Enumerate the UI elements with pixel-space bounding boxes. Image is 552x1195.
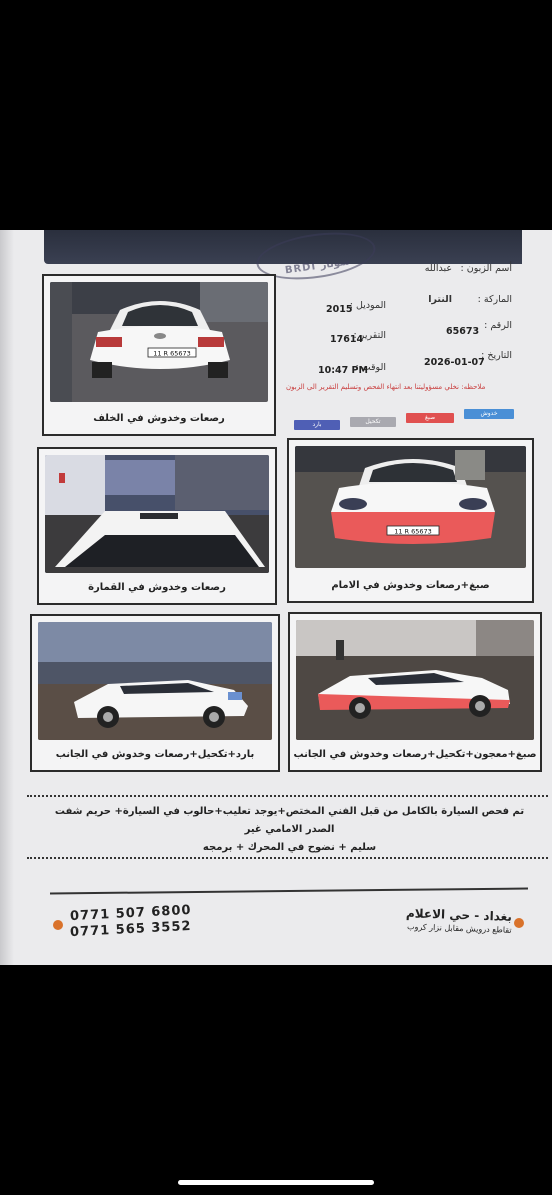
photo-box-side-left	[30, 614, 280, 772]
phone-number-2[interactable]: 0771 565 3552	[69, 918, 192, 941]
date-value: 2026-01-07	[424, 357, 485, 368]
brand-label: الماركة :	[477, 294, 512, 305]
roof-car-photo	[45, 455, 269, 573]
side-left-photo-caption: بارد+تكحيل+رصعات وخدوش في الجانب	[55, 749, 255, 760]
front-car-photo	[295, 446, 526, 568]
model-label: الموديل :	[349, 300, 386, 311]
footer-city: بغداد - حي الاعلام	[405, 906, 513, 924]
rear-car-photo	[50, 282, 268, 402]
legend-scratches: خدوش	[464, 409, 514, 419]
summary-line-2: سليم + نضوح في المحرك + برمجه	[202, 842, 377, 853]
side-right-photo-caption: صبغ+معجون+تكحيل+رصعات وخدوش في الجانب	[293, 749, 537, 760]
photo-box-front	[287, 438, 534, 603]
customer-name-value: عبدالله	[424, 263, 452, 274]
front-plate-text: 11 R 65673	[394, 527, 432, 536]
home-indicator[interactable]	[178, 1180, 374, 1185]
customer-name-label: أسم الزبون :	[460, 263, 512, 274]
rear-plate-text: 11 R 65673	[153, 349, 191, 358]
legend-polish: تكحيل	[350, 417, 396, 427]
front-car-illustration	[295, 446, 526, 568]
photo-box-side-right	[288, 612, 542, 772]
side-right-car-illustration	[296, 620, 534, 740]
time-value: 10:47 PM	[318, 365, 368, 376]
time-label: الوقت :	[355, 362, 386, 373]
summary-line-1: تم فحص السيارة بالكامل من قبل الفني المختص+يوجد تعليب+حالوب في السيارة+ حريم شفت الصدر الامامي غير	[54, 806, 525, 835]
whatsapp-icon	[53, 920, 63, 930]
company-stamp: BRDI سونار	[254, 230, 379, 286]
report-label: التقرير :	[353, 330, 386, 341]
photo-box-roof	[37, 447, 277, 605]
brand-value: النترا	[428, 294, 452, 305]
inspection-summary	[27, 795, 548, 859]
side-left-car-illustration	[38, 622, 272, 740]
side-right-car-photo	[296, 620, 534, 740]
roof-photo-caption: رصعات وخدوش في القمارة	[88, 582, 226, 593]
date-label: التاريخ :	[481, 350, 512, 361]
rear-photo-caption: رصعات وخدوش في الخلف	[93, 413, 225, 424]
location-pin-icon	[514, 918, 524, 928]
side-left-car-photo	[38, 622, 272, 740]
footer-address: تقاطع درويش مقابل نزار كروب	[407, 922, 513, 935]
phone-number-1[interactable]: 0771 507 6800	[69, 902, 192, 925]
front-photo-caption: صبغ+رصعات وخدوش في الامام	[331, 580, 490, 591]
legend-cold: بارد	[294, 420, 340, 430]
roof-car-illustration	[45, 455, 269, 573]
disclaimer-note: ملاحظه: نخلي مسؤوليتنا بعد انتهاء الفحص وتسليم التقرير الى الزبون	[286, 383, 486, 391]
legend-paint: صبغ	[406, 413, 454, 423]
number-value: 65673	[446, 326, 480, 337]
photo-box-rear	[42, 274, 276, 436]
report-value: 17614	[330, 334, 364, 345]
model-value: 2015	[326, 304, 353, 315]
rear-car-illustration	[50, 282, 268, 402]
number-label: الرقم :	[484, 320, 512, 331]
